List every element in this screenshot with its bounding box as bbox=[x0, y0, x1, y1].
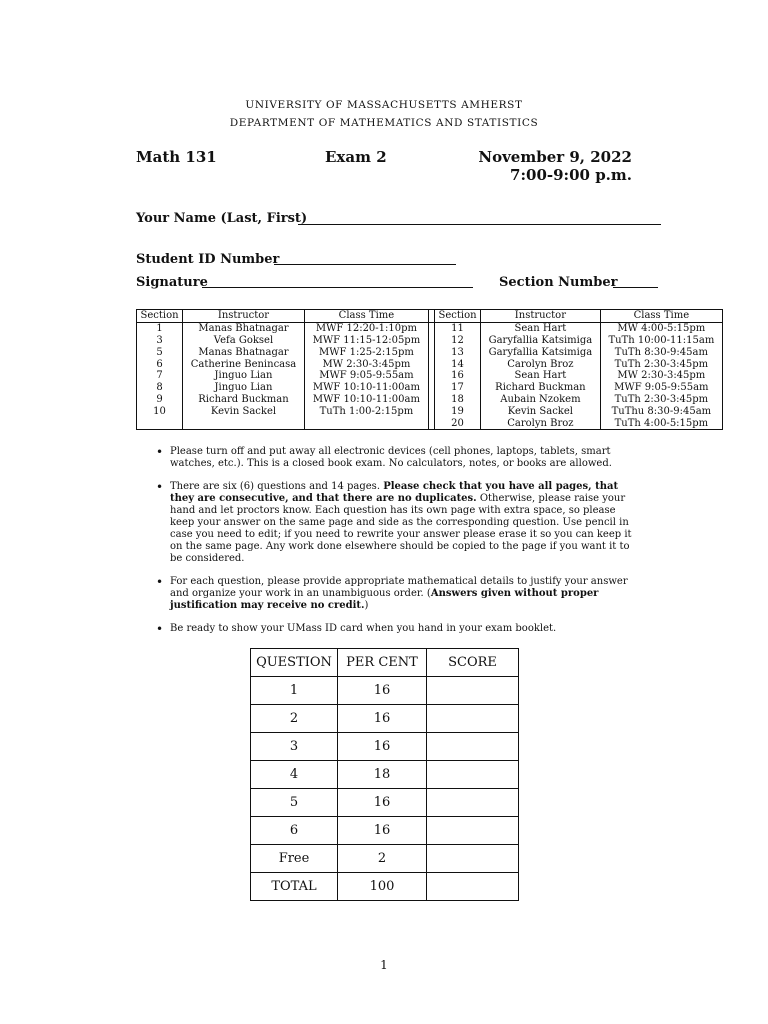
class-time-cell: TuTh 8:30-9:45am bbox=[600, 346, 722, 358]
score-cell[interactable] bbox=[427, 761, 519, 789]
class-time-cell: TuTh 4:00-5:15pm bbox=[600, 417, 722, 429]
question-cell: Free bbox=[251, 845, 338, 873]
section-cell: 9 bbox=[137, 394, 183, 406]
section-cell: 5 bbox=[137, 346, 183, 358]
table-row bbox=[137, 358, 723, 370]
instruction-item bbox=[150, 481, 640, 565]
sections-table bbox=[136, 309, 723, 430]
instructor-cell: Manas Bhatnagar bbox=[183, 322, 305, 334]
instructor-cell: Kevin Sackel bbox=[183, 405, 305, 417]
question-cell: 5 bbox=[251, 789, 338, 817]
bullet-icon: • bbox=[156, 575, 164, 589]
table-row bbox=[137, 394, 723, 406]
section-cell: 11 bbox=[434, 322, 480, 334]
percent-cell: 18 bbox=[338, 761, 427, 789]
score-cell[interactable] bbox=[427, 817, 519, 845]
class-time-cell: MW 4:00-5:15pm bbox=[600, 322, 722, 334]
class-time-cell: MWF 10:10-11:00am bbox=[304, 382, 428, 394]
percent-cell: 16 bbox=[338, 677, 427, 705]
instruction-text: Please turn off and put away all electronic devices (cell phones, laptops, tablets, smart watches, etc.). This is a closed book exam. No calculators, notes, or books are allowed. bbox=[170, 446, 612, 469]
column-header: SCORE bbox=[427, 649, 519, 677]
class-time-cell: TuTh 10:00-11:15am bbox=[600, 335, 722, 347]
bullet-icon: • bbox=[156, 622, 164, 636]
signature-label: Signature bbox=[136, 275, 208, 290]
class-time-cell: TuThu 8:30-9:45am bbox=[600, 405, 722, 417]
section-cell: 12 bbox=[434, 335, 480, 347]
column-header: Class Time bbox=[600, 310, 722, 323]
student-id-label: Student ID Number bbox=[136, 252, 280, 267]
department-name: DEPARTMENT OF MATHEMATICS AND STATISTICS bbox=[229, 117, 539, 129]
score-cell[interactable] bbox=[427, 789, 519, 817]
instructor-cell bbox=[183, 417, 305, 429]
class-time-cell bbox=[304, 417, 428, 429]
student-id-line[interactable] bbox=[274, 264, 456, 265]
class-time-cell: MWF 9:05-9:55am bbox=[304, 370, 428, 382]
table-row bbox=[251, 789, 519, 817]
section-cell: 20 bbox=[434, 417, 480, 429]
university-name: UNIVERSITY OF MASSACHUSETTS AMHERST bbox=[245, 99, 523, 111]
exam-title: Exam 2 bbox=[325, 148, 387, 166]
percent-cell: 16 bbox=[338, 705, 427, 733]
score-cell[interactable] bbox=[427, 733, 519, 761]
instruction-item bbox=[150, 623, 640, 635]
table-row bbox=[251, 677, 519, 705]
instructions-list bbox=[150, 446, 640, 646]
column-header: Instructor bbox=[481, 310, 601, 323]
instructor-cell: Richard Buckman bbox=[183, 394, 305, 406]
table-row bbox=[251, 733, 519, 761]
section-cell: 10 bbox=[137, 405, 183, 417]
instruction-text: There are six (6) questions and 14 pages. bbox=[170, 481, 384, 492]
section-cell: 8 bbox=[137, 382, 183, 394]
table-row bbox=[137, 382, 723, 394]
section-cell: 1 bbox=[137, 322, 183, 334]
table-row bbox=[137, 346, 723, 358]
score-header-row bbox=[251, 649, 519, 677]
class-time-cell: MWF 9:05-9:55am bbox=[600, 382, 722, 394]
section-cell: 7 bbox=[137, 370, 183, 382]
class-time-cell: TuTh 2:30-3:45pm bbox=[600, 394, 722, 406]
column-header: Section bbox=[137, 310, 183, 323]
section-cell: 19 bbox=[434, 405, 480, 417]
page-number: 1 bbox=[380, 958, 388, 972]
name-line[interactable] bbox=[298, 224, 661, 225]
instructor-cell: Kevin Sackel bbox=[481, 405, 601, 417]
class-time-cell: MWF 10:10-11:00am bbox=[304, 394, 428, 406]
column-header: Instructor bbox=[183, 310, 305, 323]
column-header: PER CENT bbox=[338, 649, 427, 677]
class-time-cell: TuTh 2:30-3:45pm bbox=[600, 358, 722, 370]
sections-header-row bbox=[137, 310, 723, 323]
score-cell[interactable] bbox=[427, 677, 519, 705]
section-cell: 18 bbox=[434, 394, 480, 406]
class-time-cell: MWF 12:20-1:10pm bbox=[304, 322, 428, 334]
score-cell[interactable] bbox=[427, 705, 519, 733]
column-header: QUESTION bbox=[251, 649, 338, 677]
instruction-emphasis: Please check that you have all pages, that they are consecutive, and that there are no duplicates. bbox=[170, 481, 619, 504]
table-row bbox=[251, 817, 519, 845]
score-cell[interactable] bbox=[427, 845, 519, 873]
instructor-cell: Jinguo Lian bbox=[183, 382, 305, 394]
section-cell: 14 bbox=[434, 358, 480, 370]
instructor-cell: Garyfallia Katsimiga bbox=[481, 346, 601, 358]
instructor-cell: Carolyn Broz bbox=[481, 358, 601, 370]
section-number-label: Section Number bbox=[499, 275, 618, 290]
class-time-cell: TuTh 1:00-2:15pm bbox=[304, 405, 428, 417]
table-row bbox=[251, 845, 519, 873]
section-cell: 17 bbox=[434, 382, 480, 394]
instructor-cell: Sean Hart bbox=[481, 370, 601, 382]
institution-header bbox=[0, 96, 768, 132]
instruction-text: Be ready to show your UMass ID card when you hand in your exam booklet. bbox=[170, 623, 557, 634]
instructor-cell: Manas Bhatnagar bbox=[183, 346, 305, 358]
score-table bbox=[250, 648, 519, 901]
column-header: Class Time bbox=[304, 310, 428, 323]
class-time-cell: MWF 11:15-12:05pm bbox=[304, 335, 428, 347]
question-cell: 1 bbox=[251, 677, 338, 705]
class-time-cell: MW 2:30-3:45pm bbox=[304, 358, 428, 370]
table-row bbox=[251, 705, 519, 733]
exam-date: November 9, 2022 bbox=[478, 148, 632, 166]
class-time-cell: MW 2:30-3:45pm bbox=[600, 370, 722, 382]
instruction-text: For each question, please provide appropriate mathematical details to justify your answer and organize your work in an unambiguous order. ( bbox=[170, 576, 628, 599]
percent-cell: 16 bbox=[338, 789, 427, 817]
percent-cell: 100 bbox=[338, 873, 427, 901]
section-cell bbox=[137, 417, 183, 429]
percent-cell: 16 bbox=[338, 817, 427, 845]
bullet-icon: • bbox=[156, 480, 164, 494]
instruction-emphasis: Answers given without proper justification may receive no credit. bbox=[170, 588, 599, 611]
table-row bbox=[137, 370, 723, 382]
section-cell: 6 bbox=[137, 358, 183, 370]
table-row bbox=[251, 873, 519, 901]
section-cell: 13 bbox=[434, 346, 480, 358]
instruction-item bbox=[150, 576, 640, 612]
instruction-text: ) bbox=[364, 600, 369, 611]
question-cell: 2 bbox=[251, 705, 338, 733]
section-cell: 3 bbox=[137, 335, 183, 347]
instruction-item bbox=[150, 446, 640, 470]
instructor-cell: Catherine Benincasa bbox=[183, 358, 305, 370]
instructor-cell: Richard Buckman bbox=[481, 382, 601, 394]
instructor-cell: Garyfallia Katsimiga bbox=[481, 335, 601, 347]
bullet-icon: • bbox=[156, 445, 164, 459]
course-title: Math 131 bbox=[136, 148, 217, 166]
instruction-text: Otherwise, please raise your hand and let proctors know. Each question has its own page with extra space, so please keep your answer on the same page and side as the corresponding question. Use pencil in case you need to edit; if you need to rewrite your answer please erase it so you can keep it on the same page. Any work done elsewhere should be copied to the page if you want it to be considered. bbox=[170, 493, 632, 564]
question-cell: 3 bbox=[251, 733, 338, 761]
name-label: Your Name (Last, First) bbox=[136, 211, 308, 226]
table-row bbox=[137, 322, 723, 334]
class-time-cell: MWF 1:25-2:15pm bbox=[304, 346, 428, 358]
table-row bbox=[137, 335, 723, 347]
question-cell: TOTAL bbox=[251, 873, 338, 901]
section-number-line[interactable] bbox=[613, 287, 658, 288]
score-cell[interactable] bbox=[427, 873, 519, 901]
instructor-cell: Sean Hart bbox=[481, 322, 601, 334]
instructor-cell: Carolyn Broz bbox=[481, 417, 601, 429]
question-cell: 6 bbox=[251, 817, 338, 845]
signature-line[interactable] bbox=[202, 287, 473, 288]
table-row bbox=[137, 417, 723, 429]
section-cell: 16 bbox=[434, 370, 480, 382]
table-row bbox=[251, 761, 519, 789]
percent-cell: 2 bbox=[338, 845, 427, 873]
question-cell: 4 bbox=[251, 761, 338, 789]
instructor-cell: Jinguo Lian bbox=[183, 370, 305, 382]
column-header: Section bbox=[434, 310, 480, 323]
instructor-cell: Aubain Nzokem bbox=[481, 394, 601, 406]
instructor-cell: Vefa Goksel bbox=[183, 335, 305, 347]
table-row bbox=[137, 405, 723, 417]
percent-cell: 16 bbox=[338, 733, 427, 761]
exam-time: 7:00-9:00 p.m. bbox=[510, 166, 632, 184]
